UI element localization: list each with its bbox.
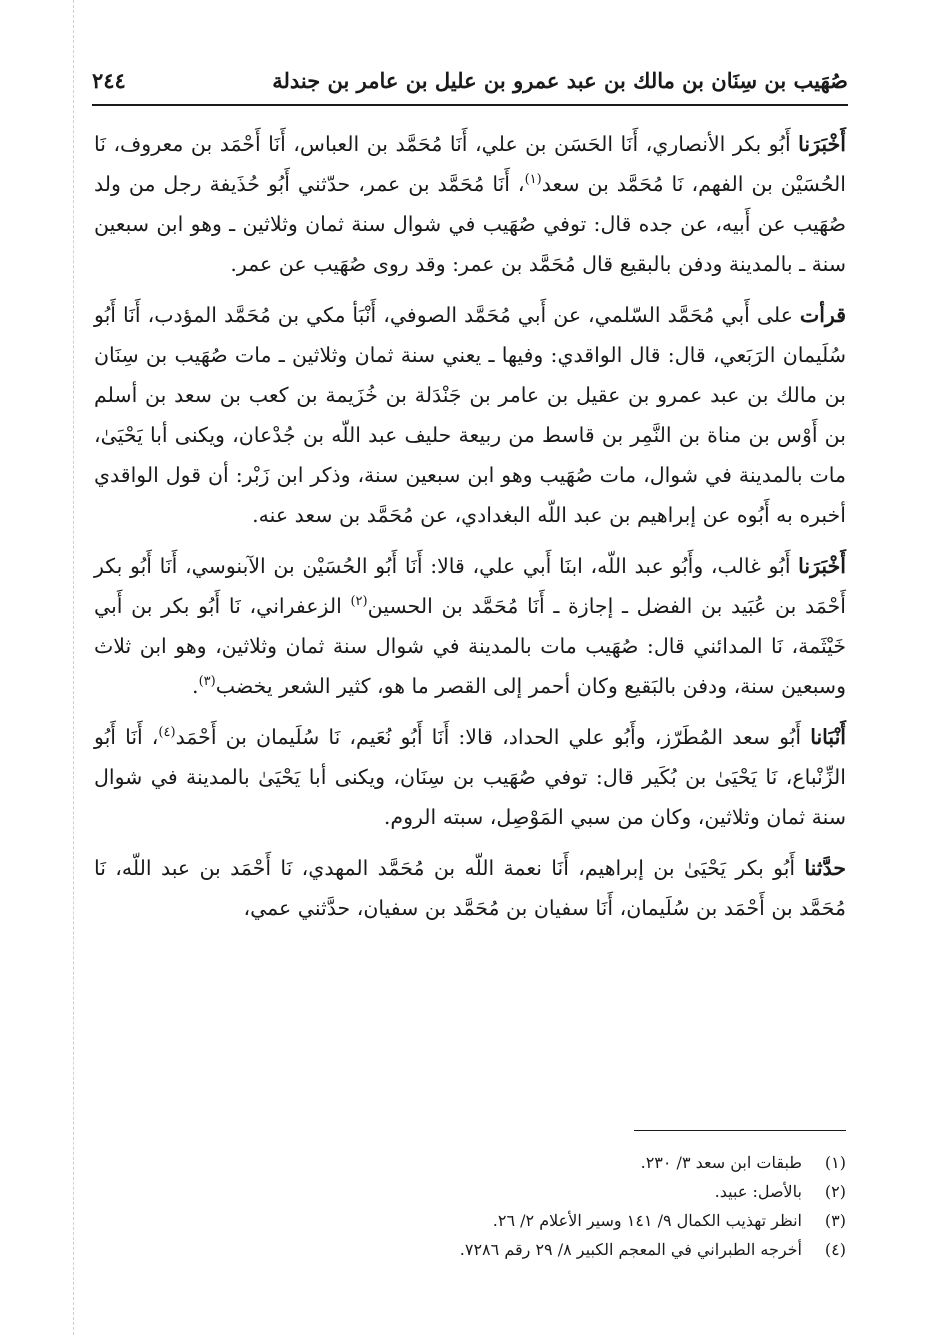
- margin-guide-line: [73, 0, 74, 1335]
- paragraph-text: ، أَنَا مُحَمَّد بن عمر، حدّثني أَبُو حُذَيفة رجل من ولد صُهَيب عن أَبيه، عن جده قال: توفي صُهَيب في شوال سنة ثمان وثلاثين ـ وهو ابن سبعين سنة ـ بالمدينة ودفن بالبقيع قال مُحَمَّد بن عمر: وقد روى صُهَيب عن عمر.: [94, 172, 846, 276]
- header-rule: [92, 104, 848, 106]
- paragraph-text: على أَبي مُحَمَّد السّلمي، عن أَبي مُحَمَّد الصوفي، أَنْبَأ مكي بن مُحَمَّد المؤدب، أَنَا أَبُو سُلَيمان الرَبَعي، قال: قال الواقدي: وفيها ـ يعني سنة ثمان وثلاثين ـ مات صُهَيب بن سِنَان بن مالك بن عبد عمرو بن عقيل بن عامر بن جَنْدَلة بن خُزَيمة بن كعب بن سعد بن أسلم بن أَوْس بن مناة بن النَّمِر بن قاسط من ربيعة حليف عبد اللّه بن جُدْعان، ويكنى أبا يَحْيَىٰ، مات بالمدينة في شوال، مات صُهَيب وهو ابن سبعين سنة، وذكر ابن زَبْر: أن قول الواقدي أخبره به أَبُوه عن إبراهيم بن عبد اللّه البغدادي، عن مُحَمَّد بن سعد عنه.: [94, 303, 846, 527]
- footnotes: [94, 1148, 846, 1264]
- paragraph-lead: أَنْبَانا: [810, 725, 846, 749]
- footnote: [94, 1148, 846, 1177]
- paragraph-lead: أَخْبَرَنا: [798, 554, 846, 578]
- paragraph-5: [94, 848, 846, 928]
- footnote-reference[interactable]: (٢): [350, 594, 368, 610]
- paragraph-1: [94, 124, 846, 284]
- footnote-number: (٢): [824, 1182, 846, 1201]
- page-number: ٢٤٤: [92, 67, 126, 93]
- footnote: [94, 1206, 846, 1235]
- paragraph-4: [94, 717, 846, 837]
- footnote-reference[interactable]: (٣): [198, 674, 216, 690]
- footnote-text: أخرجه الطبراني في المعجم الكبير ٨/ ٢٩ رقم ٧٢٨٦.: [459, 1240, 802, 1259]
- paragraph-text: الزعفراني، نَا أَبُو بكر بن أَبي خَيْثَمة، نَا المدائني قال: صُهَيب مات بالمدينة في شوال سنة ثمان وثلاثين، وهو ابن ثلاث وسبعين سنة، ودفن بالبَقيع وكان أحمر إلى القصر ما هو، كثير الشعر يخضب: [94, 594, 846, 698]
- paragraph-text: ، أَنَا أَبُو الزِّنْباع، نَا يَحْيَىٰ بن بُكَير قال: توفي صُهَيب بن سِنَان، ويكنى أبا يَحْيَىٰ بالمدينة في شوال سنة ثمان وثلاثين، وكان من سبي المَوْصِل، سبته الروم.: [94, 725, 846, 829]
- paragraph-lead: قرأت: [799, 303, 846, 327]
- paragraph-text: أَبُو غالب، وأَبُو عبد اللّه، ابنَا أَبي علي، قالا: أَنَا أَبُو الحُسَيْن بن الآبنوسي، أَنَا أَبُو بكر أَحْمَد بن عُبَيد بن الفضل ـ إجازة ـ أَنَا مُحَمَّد بن الحسين: [94, 554, 846, 618]
- paragraph-text: أَبُو بكر يَحْيَىٰ بن إبراهيم، أَنَا نعمة اللّه بن مُحَمَّد المهدي، نَا أَحْمَد بن عبد اللّه، نَا مُحَمَّد بن أَحْمَد بن سُلَيمان، أَنَا سفيان بن مُحَمَّد بن سفيان، حدَّثني عمي،: [94, 856, 846, 920]
- main-text: [94, 124, 846, 939]
- paragraph-3: [94, 546, 846, 706]
- running-title: صُهَيب بن سِنَان بن مالك بن عبد عمرو بن عليل بن عامر بن جندلة: [272, 67, 848, 93]
- footnote-text: بالأصل: عبيد.: [714, 1182, 802, 1201]
- paragraph-text: .: [192, 674, 199, 698]
- footnote-separator: [634, 1130, 846, 1131]
- footnote-number: (١): [824, 1153, 846, 1172]
- paragraph-text: أَبُو سعد المُطَرّز، وأَبُو علي الحداد، قالا: أَنَا أَبُو نُعَيم، نَا سُلَيمان بن أَحْمَد: [175, 725, 811, 749]
- footnote-number: (٤): [824, 1240, 846, 1259]
- paragraph-lead: أَخْبَرَنا: [798, 132, 846, 156]
- paragraph-lead: حدَّثنا: [804, 856, 846, 880]
- footnote-number: (٣): [824, 1211, 846, 1230]
- paragraph-text: أَبُو بكر الأنصاري، أَنَا الحَسَن بن علي، أَنَا مُحَمَّد بن العباس، أَنَا أَحْمَد بن معروف، نَا الحُسَيْن بن الفهم، نَا مُحَمَّد بن سعد: [94, 132, 846, 196]
- footnote: [94, 1235, 846, 1264]
- page-header: [92, 60, 848, 100]
- footnote-reference[interactable]: (٤): [158, 725, 176, 741]
- footnote-reference[interactable]: (١): [524, 172, 542, 188]
- paragraph-2: [94, 295, 846, 535]
- footnote-text: انظر تهذيب الكمال ٩/ ١٤١ وسير الأعلام ٢/ ٢٦.: [492, 1211, 802, 1230]
- footnote-text: طبقات ابن سعد ٣/ ٢٣٠.: [640, 1153, 802, 1172]
- footnote: [94, 1177, 846, 1206]
